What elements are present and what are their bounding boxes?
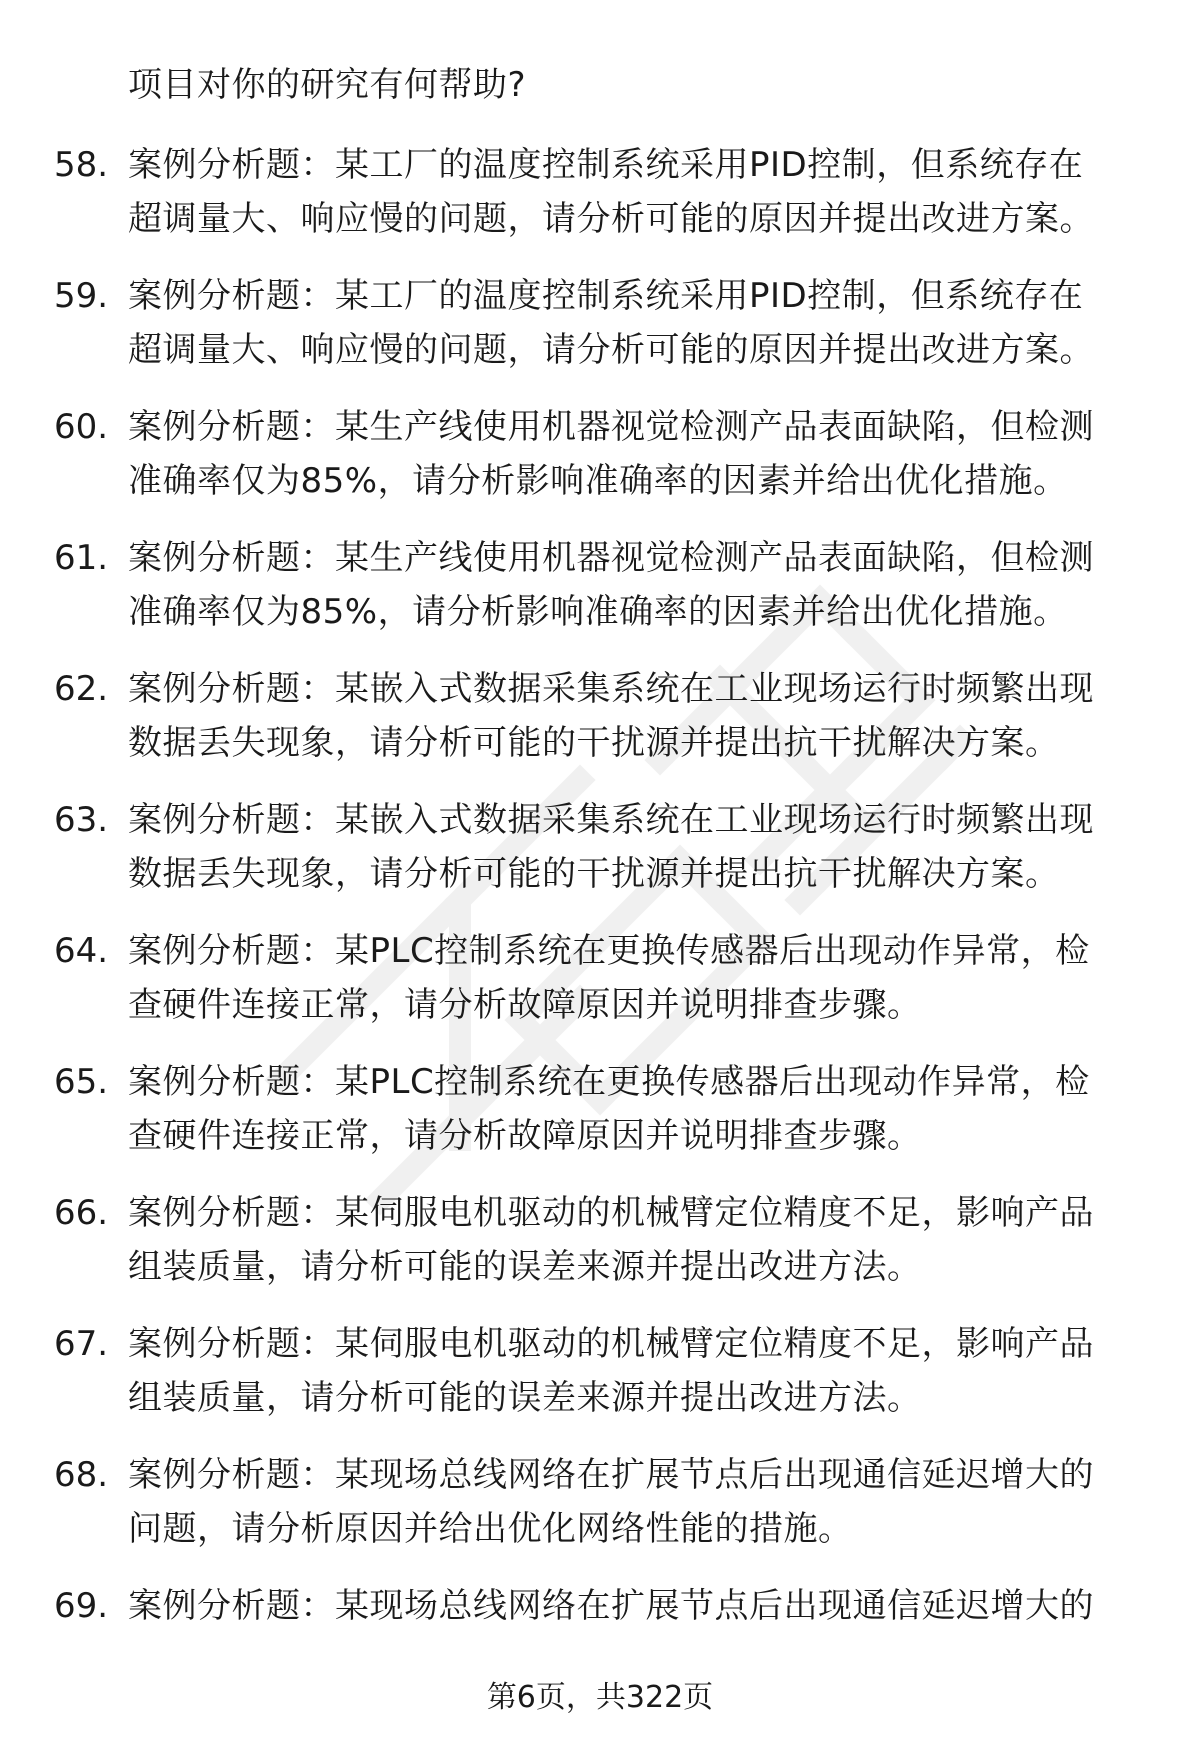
question-text — [128, 138, 1138, 246]
question-text — [128, 1317, 1138, 1425]
question-line: 数据丢失现象，请分析可能的干扰源并提出抗干扰解决方案。 — [128, 723, 1060, 763]
question-line: 案例分析题：某生产线使用机器视觉检测产品表面缺陷，但检测 — [128, 538, 1094, 578]
question-list — [0, 138, 1200, 1710]
question-line: 查硬件连接正常，请分析故障原因并说明排查步骤。 — [128, 985, 922, 1025]
question-item — [0, 138, 1200, 269]
question-number: 60. — [54, 407, 109, 447]
question-line: 案例分析题：某嵌入式数据采集系统在工业现场运行时频繁出现 — [128, 800, 1094, 840]
question-item — [0, 1186, 1200, 1317]
question-text — [128, 1448, 1138, 1556]
question-text — [128, 531, 1138, 639]
question-line: 案例分析题：某嵌入式数据采集系统在工业现场运行时频繁出现 — [128, 669, 1094, 709]
question-line: 准确率仅为85%，请分析影响准确率的因素并给出优化措施。 — [128, 461, 1068, 501]
intro-line: 项目对你的研究有何帮助? — [128, 65, 527, 105]
question-line: 超调量大、响应慢的问题，请分析可能的原因并提出改进方案。 — [128, 330, 1094, 370]
question-line: 案例分析题：某生产线使用机器视觉检测产品表面缺陷，但检测 — [128, 407, 1094, 447]
question-text — [128, 924, 1138, 1032]
question-line: 问题，请分析原因并给出优化网络性能的措施。 — [128, 1509, 853, 1549]
question-line: 超调量大、响应慢的问题，请分析可能的原因并提出改进方案。 — [128, 199, 1094, 239]
question-number: 63. — [54, 800, 109, 840]
question-number: 59. — [54, 276, 109, 316]
question-line: 案例分析题：某PLC控制系统在更换传感器后出现动作异常，检 — [128, 1062, 1090, 1102]
question-text — [128, 400, 1138, 508]
question-text — [128, 1579, 1138, 1633]
question-number: 62. — [54, 669, 109, 709]
question-line: 组装质量，请分析可能的误差来源并提出改进方法。 — [128, 1247, 922, 1287]
question-number: 67. — [54, 1324, 109, 1364]
question-item — [0, 924, 1200, 1055]
question-item — [0, 1317, 1200, 1448]
question-line: 案例分析题：某伺服电机驱动的机械臂定位精度不足，影响产品 — [128, 1193, 1094, 1233]
question-line: 数据丢失现象，请分析可能的干扰源并提出抗干扰解决方案。 — [128, 854, 1060, 894]
question-text — [128, 269, 1138, 377]
question-item — [0, 531, 1200, 662]
question-number: 66. — [54, 1193, 109, 1233]
question-line: 组装质量，请分析可能的误差来源并提出改进方法。 — [128, 1378, 922, 1418]
question-item — [0, 662, 1200, 793]
question-number: 58. — [54, 145, 109, 185]
question-line: 案例分析题：某伺服电机驱动的机械臂定位精度不足，影响产品 — [128, 1324, 1094, 1364]
question-line: 案例分析题：某现场总线网络在扩展节点后出现通信延迟增大的 — [128, 1586, 1094, 1626]
question-line: 案例分析题：某工厂的温度控制系统采用PID控制，但系统存在 — [128, 145, 1084, 185]
question-line: 案例分析题：某工厂的温度控制系统采用PID控制，但系统存在 — [128, 276, 1084, 316]
question-line: 案例分析题：某PLC控制系统在更换传感器后出现动作异常，检 — [128, 931, 1090, 971]
question-item — [0, 1055, 1200, 1186]
question-item — [0, 269, 1200, 400]
question-item — [0, 1448, 1200, 1579]
question-number: 68. — [54, 1455, 109, 1495]
page-footer: 第6页，共322页 — [486, 1680, 714, 1715]
question-number: 69. — [54, 1586, 109, 1626]
question-line: 查硬件连接正常，请分析故障原因并说明排查步骤。 — [128, 1116, 922, 1156]
question-text — [128, 1186, 1138, 1294]
question-line: 准确率仅为85%，请分析影响准确率的因素并给出优化措施。 — [128, 592, 1068, 632]
question-text — [128, 1055, 1138, 1163]
question-text — [128, 662, 1138, 770]
question-number: 61. — [54, 538, 109, 578]
question-line: 案例分析题：某现场总线网络在扩展节点后出现通信延迟增大的 — [128, 1455, 1094, 1495]
question-text — [128, 793, 1138, 901]
question-item — [0, 793, 1200, 924]
question-item — [0, 400, 1200, 531]
question-number: 64. — [54, 931, 109, 971]
question-number: 65. — [54, 1062, 109, 1102]
